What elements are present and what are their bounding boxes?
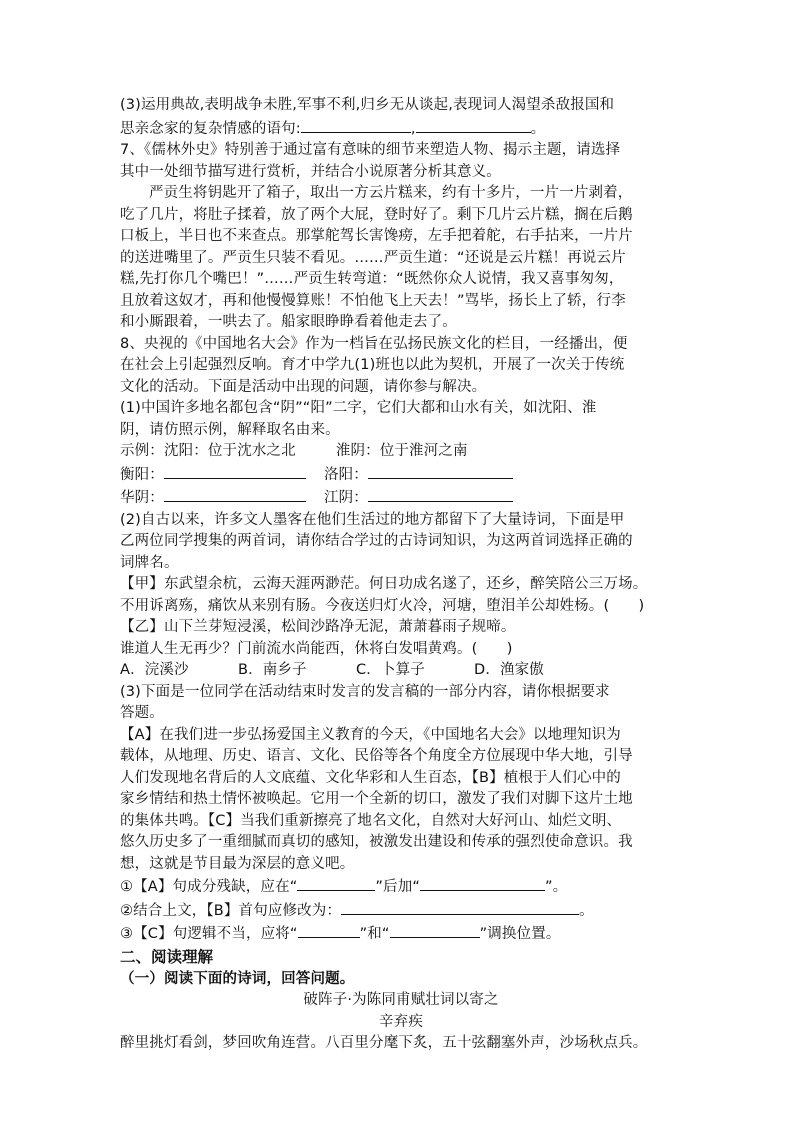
poem-jia-line: 不用诉离殇，痛饮从来别有肠。今夜送归灯火冷，河塘，堕泪羊公却姓杨。( ) [120,597,645,614]
option-c[interactable]: C．卜算子 [356,662,425,678]
q8-intro-line: 8、央视的《中国地名大会》作为一档旨在弘扬民族文化的栏目，一经播出，便 [120,335,628,352]
answer-blank[interactable] [390,922,480,938]
passage-line: 吃了几片，将肚子揉着，放了两个大屁，登时好了。剩下几片云片糕，搁在后鹅 [120,206,633,223]
passage-line: 口板上，半日也不来查点。那掌舵驾长害馋痨，左手把着舵，右手拈来，一片片 [120,228,633,244]
example-row: 示例：沈阳：位于沈水之北 淮阴：位于淮河之南 [120,443,468,459]
poem-author: 辛弃疾 [379,1013,423,1030]
q6-3-prompt: 思亲念家的复杂情感的语句: [120,120,301,137]
option-b[interactable]: B．南乡子 [238,662,307,678]
q8-3-line: (3)下面是一位同学在活动结束时发言的发言稿的一部分内容，请你根据要求 [120,683,610,700]
answer-blank[interactable] [297,875,375,891]
q8-intro-line: 文化的活动。下面是活动中出现的问题，请你参与解决。 [120,378,487,395]
option-d[interactable]: D．渔家傲 [474,662,544,678]
speech-line: 的集体共鸣。【C】当我们重新擦亮了地名文化，自然对大好河山、灿烂文明、 [120,812,622,829]
poem-line: 醉里挑灯看剑，梦回吹角连营。八百里分麾下炙，五十弦翻塞外声，沙场秋点兵。 [120,1035,648,1051]
passage-line: 且放着这奴才，再和他慢慢算账！不怕他飞上天去！”骂毕，扬长上了轿，行李 [120,292,626,309]
q7-line-1: 7、《儒林外史》特别善于通过富有意味的细节来塑造人物、揭示主题，请选择 [120,142,621,158]
speech-line: 【A】在我们进一步弘扬爱国主义教育的今天，《中国地名大会》以地理知识为 [120,726,621,743]
q8-3-line: 答题。 [120,705,164,721]
passage-line: 严贡生将钥匙开了箱子，取出一方云片糕来，约有十多片，一片一片剥着， [149,185,633,201]
q6-3-line-1: (3)运用典故,表明战争未胜,军事不利,归乡无从谈起,表现词人渴望杀敌报国和 [120,97,615,113]
passage-line: 糕,先打你几个嘴巴！”……严贡生转弯道：“既然你众人说情，我又喜事匆匆， [120,271,624,287]
answer-blank[interactable] [416,117,531,133]
passage-line: 的送进嘴里了。严贡生只装不看见。……严贡生道：“还说是云片糕！再说云片 [120,249,626,266]
poem-jia-line: 【甲】东武望余杭，云海天涯两渺茫。何日功成名遂了，还乡，醉笑陪公三万场。 [120,576,648,592]
speech-line: 载体，从地理、历史、语言、文化、民俗等各个角度全方位展现中华大地，引导 [120,748,633,764]
answer-blank[interactable] [164,486,306,502]
q8-1-line: (1)中国许多地名都包含“阴”“阳”二字，它们大都和山水有关，如沈阳、淮 [120,400,597,416]
q8-intro-line: 在社会上引起强烈反响。育才中学九(1)班也以此为契机，开展了一次关于传统 [120,357,625,373]
speech-line: 家乡情结和热土情怀被唤起。它用一个全新的切口，激发了我们对脚下这片土地 [120,791,633,807]
speech-line: 悠久历史多了一重细腻而真切的感知，被激发出建设和传承的强烈使命意识。我 [120,834,633,850]
q6-3-line-2: 思亲念家的复杂情感的语句: , 。 [120,117,682,141]
q7-line-2: 其中一处细节描写进行赏析，并结合小说原著分析其意义。 [120,163,501,180]
poem-yi-line: 谁道人生无再少？门前流水尚能西，休将白发唱黄鸡。( ) [120,640,513,657]
speech-line: 想，这就是节目最为深层的意义吧。 [120,855,355,872]
sub-question-3: ③【C】句逻辑不当，应将“ ”和“ ”调换位置。 [120,922,682,946]
answer-blank[interactable] [298,922,360,938]
answer-blank[interactable] [368,463,513,479]
answer-blank[interactable] [368,486,513,502]
hengyang-luoyang-row: 衡阳： 洛阳： [120,463,682,487]
q8-2-line: 乙两位同学搜集的两首词，请你结合学过的古诗词知识，为这两首词选择正确的 [120,533,633,549]
section-heading: 二、阅读理解 [120,947,214,966]
speech-line: 人们发现地名背后的人文底蕴、文化华彩和人生百态，【B】植根于人们心中的 [120,769,621,786]
poem-title: 破阵子·为陈同甫赋壮词以寄之 [303,992,499,1008]
q8-1-line: 阴，请仿照示例，解释取名由来。 [120,421,340,438]
exam-page [120,95,682,1055]
answer-blank[interactable] [420,875,545,891]
answer-blank[interactable] [164,463,306,479]
poem-yi-line: 【乙】山下兰芽短浸溪，松间沙路净无泥，萧萧暮雨子规啼。 [120,619,516,635]
sub-question-2: ②结合上文，【B】首句应修改为： 。 [120,899,682,923]
sub-question-1: ①【A】句成分残缺，应在“ ”后加“ ”。 [120,875,682,899]
options-row [120,660,682,682]
answer-blank[interactable] [301,117,411,133]
q8-2-line: (2)自古以来，许多文人墨客在他们生活过的地方都留下了大量诗词，下面是甲 [120,511,625,528]
option-a[interactable]: A．浣溪沙 [120,662,189,678]
section-subheading: （一）阅读下面的诗词，回答问题。 [120,970,355,987]
passage-line: 和小厮跟着，一哄去了。船家眼睁睁看着他走去了。 [120,314,457,330]
answer-blank[interactable] [341,899,579,915]
huayin-jiangyin-row: 华阴： 江阴： [120,486,682,510]
q8-2-line: 词牌名。 [120,554,179,571]
